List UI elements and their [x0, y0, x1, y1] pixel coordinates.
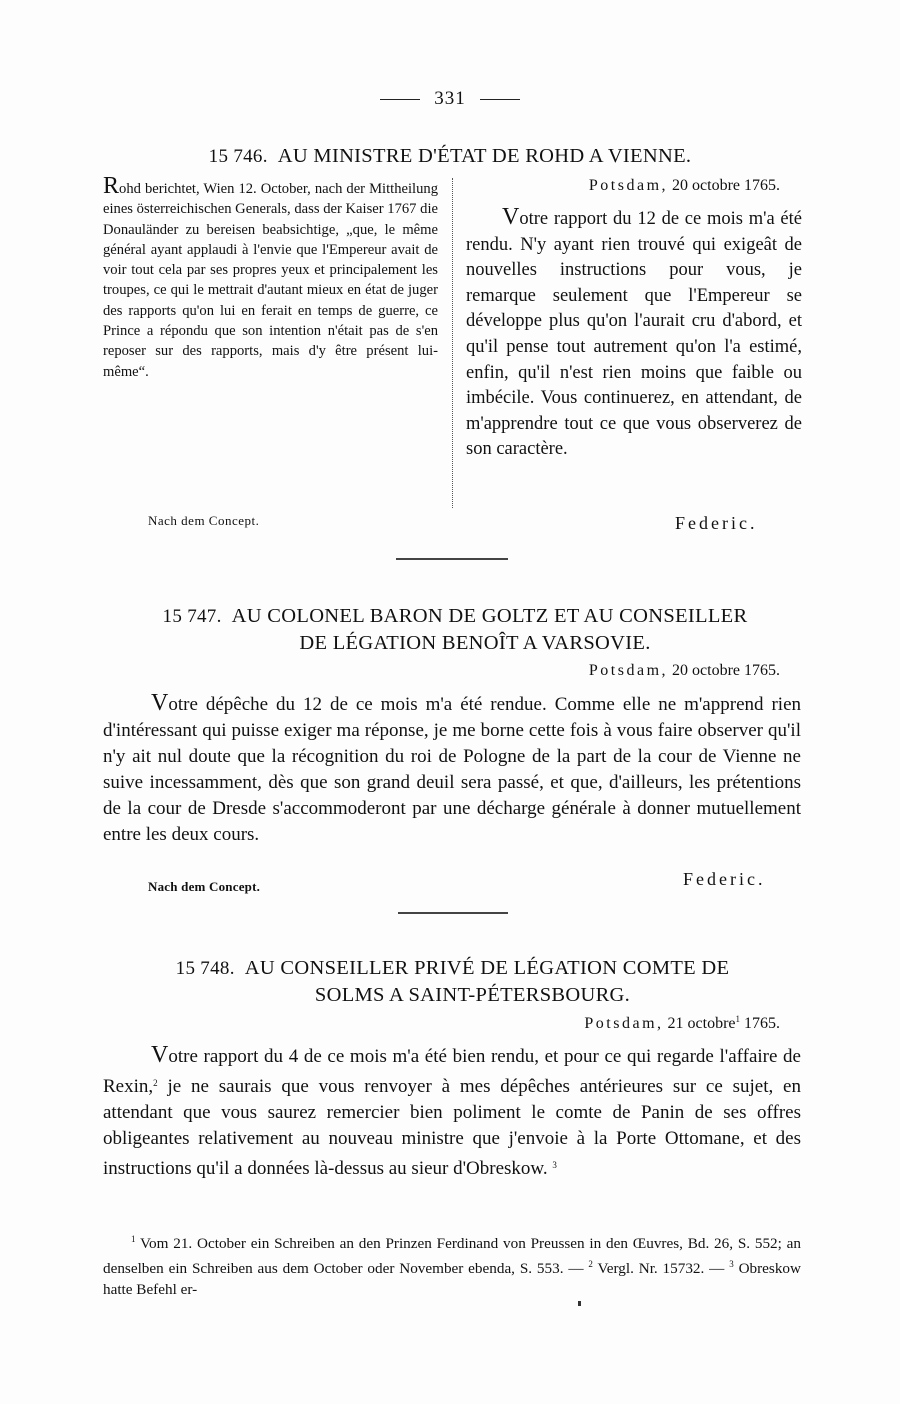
date-text: 21 octobre — [667, 1015, 736, 1032]
footnote-marker: 3 — [729, 1259, 734, 1269]
letter-15746-summary — [103, 173, 438, 382]
footnote-marker: 1 — [131, 1234, 136, 1244]
page-number-dash-left — [380, 99, 420, 100]
page-number-text: 331 — [434, 88, 466, 109]
footnote-marker: 2 — [588, 1259, 593, 1269]
date-place: Potsdam, — [584, 1015, 664, 1032]
footnote-ref[interactable]: 3 — [552, 1160, 557, 1170]
letter-15748-body — [103, 1042, 801, 1182]
letter-addressee-line2: SOLMS A SAINT-PÉTERSBOURG. — [314, 984, 631, 1006]
date-text: 20 octobre 1765. — [672, 662, 780, 679]
letter-15746-body — [466, 205, 802, 463]
body-text-part2: je ne saurais que vous renvoyer à mes dépêches antérieures sur ce sujet, en attendant que vous saurez remercier bien poliment le comte de Panin de ses offres obligeantes relativement au nouveau ministre que j'envoie à la Porte Ottomane, et des instructions qu'il a données là-dessus au sieur d'Obreskow. — [103, 1076, 801, 1179]
letter-number: 15 747. — [162, 606, 222, 627]
letter-15747-body — [103, 690, 801, 848]
dropcap: V — [502, 204, 520, 230]
footnote-text: Obreskow hatte Befehl er- — [103, 1260, 801, 1298]
signature: Federic. — [683, 869, 766, 889]
date-place: Potsdam, — [588, 662, 669, 679]
letter-addressee-line1: AU COLONEL BARON DE GOLTZ ET AU CONSEILLER — [231, 605, 748, 627]
dropcap: V — [151, 1042, 169, 1068]
date-place: Potsdam, — [588, 177, 669, 194]
summary-text: ohd berichtet, Wien 12. October, nach der Mittheilung eines österreichischen Generals, dass der Kaiser 1767 die Donauländer zu bereisen beabsichtige, „que, le même général ayant applaudi à l'envie que l'Empereur avait de voir tout cela par ses propres yeux et principalement les troupes, ce qui le mettrait d'autant mieux en état de juger des rapports qu'on lui en ferait en temps de guerre, ce Prince a répondu que son intention n'était pas de s'en reposer sur des rapports, mais d'y être présent lui-même“. — [103, 181, 438, 380]
letter-number: 15 748. — [175, 958, 235, 979]
letter-15748-date — [470, 1014, 780, 1033]
date-year: 1765. — [744, 1015, 780, 1032]
dropcap: R — [103, 173, 120, 199]
body-text: otre dépêche du 12 de ce mois m'a été rendue. Comme elle ne m'apprend rien d'intéressant qui puisse exiger ma réponse, je me borne cette fois à vous faire observer qu'il n'y ait nul doute que la récognition du roi de Pologne de la part de la cour de Vienne ne suive incessamment, dès que son grand deuil sera passé, et que, d'ailleurs, les prétentions de la cour de Dresde s'accommoderont par une décharge générale à donner mutuellement entre les deux cours. — [103, 694, 801, 845]
body-text-part1: otre rapport du 4 de ce mois m'a été bien rendu, et pour ce qui regarde l'affaire de Rexin, — [103, 1046, 801, 1097]
date-text: 20 octobre 1765. — [672, 177, 780, 194]
column-divider — [452, 178, 453, 508]
section-rule — [396, 558, 508, 560]
letter-addressee-line2: DE LÉGATION BENOÎT A VARSOVIE. — [299, 632, 651, 654]
letter-15747-date — [470, 662, 780, 680]
letter-addressee-line1: AU CONSEILLER PRIVÉ DE LÉGATION COMTE DE — [244, 957, 730, 979]
source-note: Nach dem Concept. — [148, 513, 260, 528]
print-speck — [578, 1301, 581, 1306]
footnote-ref[interactable]: 2 — [153, 1078, 158, 1088]
letter-addressee: AU MINISTRE D'ÉTAT DE ROHD A VIENNE. — [277, 145, 692, 167]
body-text: otre rapport du 12 de ce mois m'a été rendu. N'y ayant rien trouvé qui exigeât de nouvelles instructions pour vous, je remarque seulement que l'Empereur se développe plus qu'on l'aurait cru d'abord, et qu'il pense tout autrement qu'on l'a estimé, enfin, qu'il n'est rien moins que faible ou imbécile. Vous continuerez, en attendant, de m'apprendre tout ce que vous observerez de son caractère. — [466, 209, 802, 460]
letter-15748-heading — [100, 955, 805, 1008]
signature: Federic. — [675, 513, 758, 533]
dropcap: V — [151, 690, 169, 716]
page-number — [0, 88, 900, 110]
letter-15746-heading — [100, 143, 800, 170]
footnote-text: Vom 21. October ein Schreiben an den Prinzen Ferdinand von Preussen in den Œuvres, Bd. 26, S. 552; an denselben ein Schreiben aus dem October oder November ebenda, S. 553. — — [103, 1235, 801, 1277]
letter-15747-heading — [100, 603, 810, 656]
footnote-ref[interactable]: 1 — [735, 1014, 740, 1024]
footnotes — [103, 1229, 801, 1300]
page-number-dash-right — [480, 99, 520, 100]
source-note: Nach dem Concept. — [148, 879, 261, 894]
footnote-text: Vergl. Nr. 15732. — — [592, 1260, 730, 1277]
letter-15746-date — [470, 177, 780, 195]
section-rule — [398, 912, 508, 914]
letter-number: 15 746. — [208, 146, 268, 167]
